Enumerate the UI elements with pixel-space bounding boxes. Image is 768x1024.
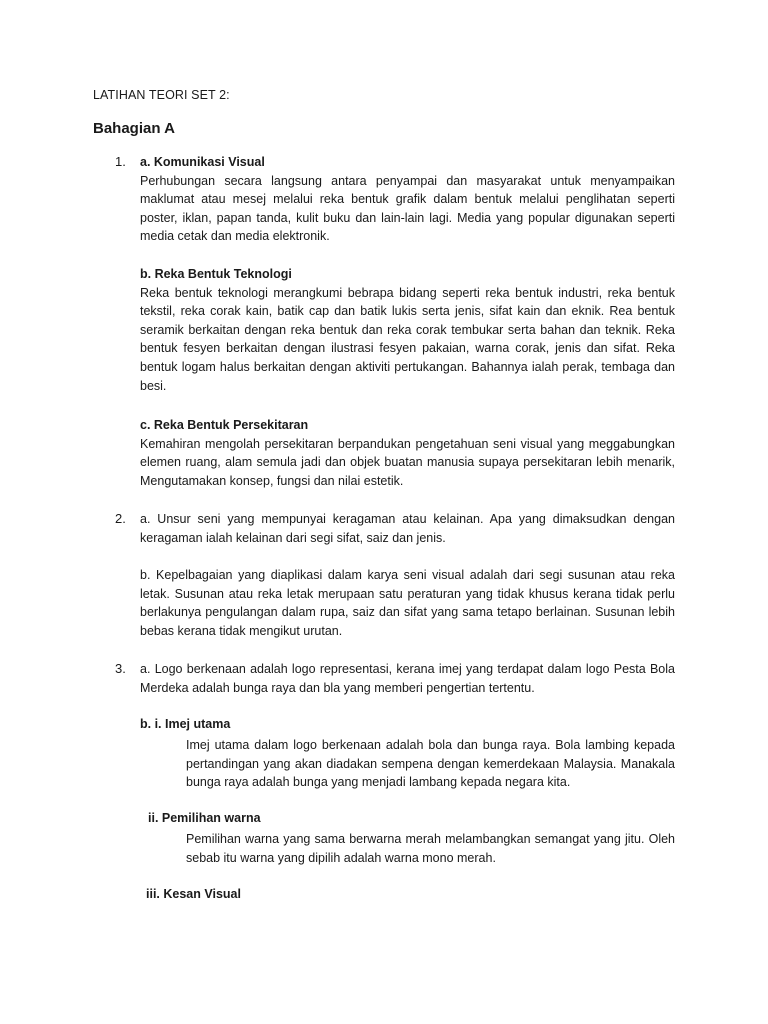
q2-b-text: b. Kepelbagaian yang diaplikasi dalam karya seni visual adalah dari segi susunan atau reka letak. Susunan atau reka letak merupaan satu peraturan yang tidak khusus kerana tidak perlu berlakunya pengulangan dalam rupa, saiz dan sifat yang sama tetapo berlainan. Susunan lebih bebas kerana tidak mengikut urutan.	[140, 568, 675, 638]
q3-bi-paragraph: Imej utama dalam logo berkenaan adalah bola dan bunga raya. Bola lambing kepada pertandingan yang akan diadakan sempena dengan kemerdekaan Malaysia. Manakala bunga raya adalah bunga yang menjadi lambang kepada negara kita.	[186, 738, 675, 790]
q3-bi-text	[186, 736, 675, 792]
q3-biii-title: iii. Kesan Visual	[146, 887, 241, 901]
question-3-number: 3.	[115, 661, 126, 676]
question-1-c	[140, 416, 675, 490]
question-2-a	[140, 510, 675, 547]
section-heading: Bahagian A	[93, 120, 175, 137]
q1-a-title: a. Komunikasi Visual	[140, 155, 265, 169]
question-1-b	[140, 265, 675, 395]
q1-b-text: Reka bentuk teknologi merangkumi bebrapa bidang seperti reka bentuk industri, reka bentuk tekstil, reka corak kain, batik cap dan batik lukis serta jenis, sifat kain dan eknik. Rea bentuk seramik berkaitan dengan reka bentuk dan reka corak tembukar serta bahan dan teknik. Reka bentuk fesyen berkaitan dengan ilustrasi fesyen pakaian, warna corak, jenis dan sifat. Reka bentuk logam halus berkaitan dengan aktiviti pertukangan. Bahannya ialah perak, tembaga dan besi.	[140, 285, 675, 393]
question-2-b	[140, 566, 675, 640]
q3-bii-text	[186, 830, 675, 867]
q1-c-text: Kemahiran mengolah persekitaran berpandukan pengetahuan seni visual yang meggabungkan elemen ruang, alam semula jadi dan objek buatan manusia supaya persekitaran lebih menarik, Mengutamakan konsep, fungsi dan nilai estetik.	[140, 436, 675, 488]
q3-a-text: a. Logo berkenaan adalah logo representasi, kerana imej yang terdapat dalam logo Pesta Bola Merdeka adalah bunga raya dan bla yang memberi pengertian tertentu.	[140, 662, 675, 695]
q1-b-title: b. Reka Bentuk Teknologi	[140, 267, 292, 281]
question-1-a	[140, 153, 675, 246]
q1-c-title: c. Reka Bentuk Persekitaran	[140, 418, 309, 432]
q3-bi-title: b. i. Imej utama	[140, 717, 231, 731]
q3-bii-title: ii. Pemilihan warna	[148, 811, 261, 825]
q3-bii-paragraph: Pemilihan warna yang sama berwarna merah melambangkan semangat yang jitu. Oleh sebab itu warna yang dipilih adalah warna mono merah.	[186, 832, 675, 865]
q1-a-text: Perhubungan secara langsung antara penyampai dan masyarakat untuk menyampaikan maklumat atau mesej melalui reka bentuk grafik dalam bentuk melalui penglihatan seperti poster, iklan, papan tanda, kulit buku dan lain-lain lagi. Media yang popular digunakan seperti media cetak dan media elektronik.	[140, 173, 675, 244]
document-title: LATIHAN TEORI SET 2:	[93, 88, 230, 102]
question-2-number: 2.	[115, 511, 126, 526]
q2-a-text: a. Unsur seni yang mempunyai keragaman atau kelainan. Apa yang dimaksudkan dengan keragaman ialah kelainan dari segi sifat, saiz dan jenis.	[140, 512, 675, 545]
question-3-a	[140, 660, 675, 697]
question-1-number: 1.	[115, 154, 126, 169]
